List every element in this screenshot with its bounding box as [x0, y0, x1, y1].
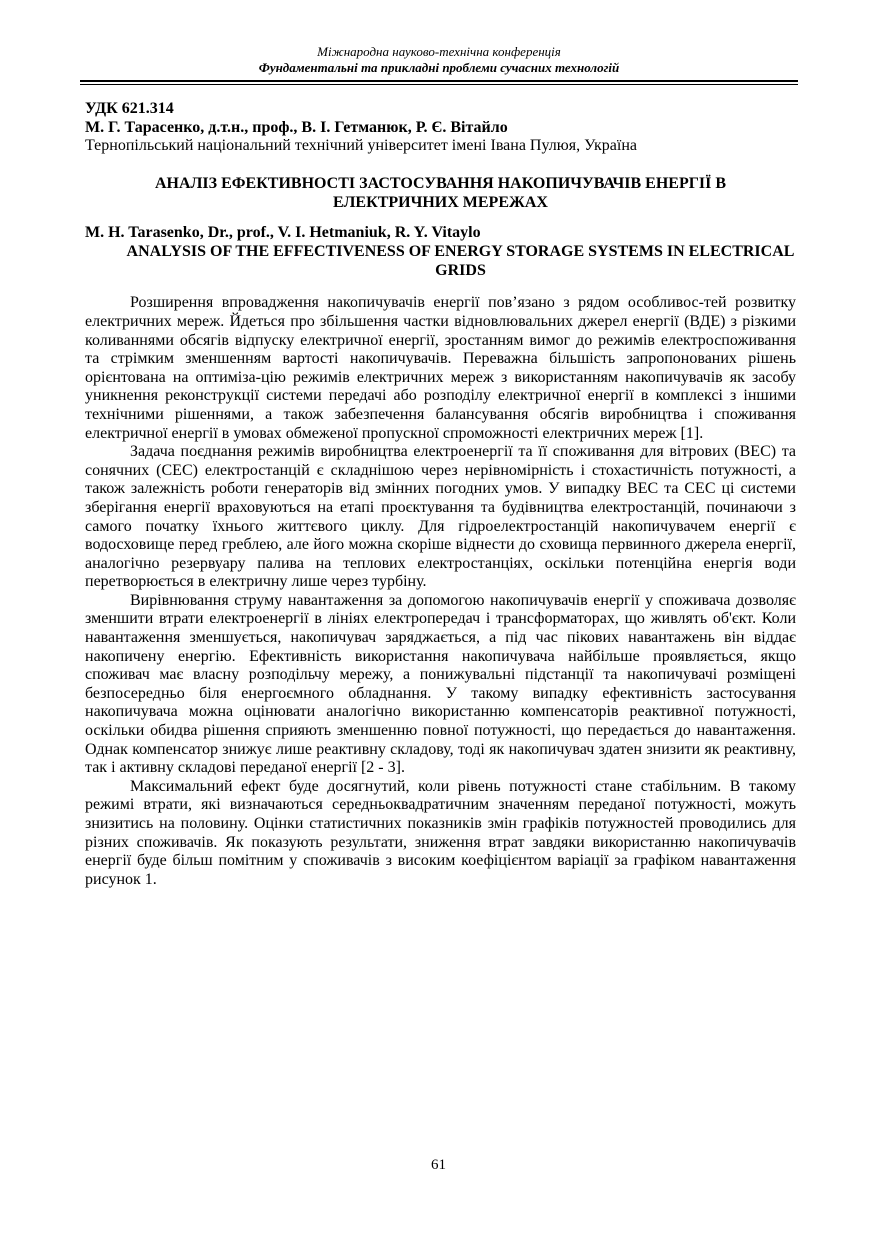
authors-ua: М. Г. Тарасенко, д.т.н., проф., В. І. Гетманюк, Р. Є. Вітайло [85, 118, 508, 136]
article-title-ua: АНАЛІЗ ЕФЕКТИВНОСТІ ЗАСТОСУВАННЯ НАКОПИЧУВАЧІВ ЕНЕРГІЇ В ЕЛЕКТРИЧНИХ МЕРЕЖАХ [154, 174, 727, 211]
running-header [80, 44, 798, 76]
conference-name: Міжнародна науково-технічна конференція [317, 44, 561, 59]
paragraph: Задача поєднання режимів виробництва електроенергії та її споживання для вітрових (ВЕС) та сонячних (СЕС) електростанцій є складнішою через нерівномірність і стохастичність потужності, а також залежність роботи генераторів від змінних погодних умов. У випадку ВЕС та СЕС ці системи зберігання енергії враховуються на етапі проєктування та будівництва електростанцій, починаючи з самого початку їхнього життєвого циклу. Для гідроелектростанцій накопичувачем енергії є водосховище перед греблею, але його можна скоріше віднести до сховища первинного джерела енергії, аналогічно резервуару палива на теплових електростанціях, оскільки потенційна енергія води перетворюється в електричну лише через турбіну. [85, 443, 796, 591]
article-title-en: ANALYSIS OF THE EFFECTIVENESS OF ENERGY STORAGE SYSTEMS IN ELECTRICAL GRIDS [126, 243, 795, 280]
paragraph: Вирівнювання струму навантаження за допомогою накопичувачів енергії у споживача дозволяє зменшити втрати електроенергії в лініях електропередач і трансформаторах, що живлять об'єкт. Коли навантаження зменшується, накопичувач заряджається, а під час пікових навантажень він віддає накопичену енергію. Ефективність використання накопичувача найбільше проявляється, якщо споживач має власну розподільчу мережу, а понижувальні підстанції та накопичувачі розміщені безпосередньо біля енергоємного обладнання. У такому випадку ефективність застосування накопичувача можна оцінювати аналогічно використанню компенсаторів реактивної потужності, оскільки обидва рішення сприяють зменшенню повної потужності, що передається до навантаження. Однак компенсатор знижує лише реактивну складову, тоді як накопичувач здатен знизити як реактивну, так і активну складові переданої енергії [2 - 3]. [85, 591, 796, 777]
udk-code: УДК 621.314 [85, 100, 174, 117]
header-rule-thin [80, 84, 798, 85]
affiliation: Тернопільський національний технічний університет імені Івана Пулюя, Україна [85, 137, 637, 155]
conference-subtitle: Фундаментальні та прикладні проблеми сучасних технологій [258, 60, 620, 75]
paragraph: Максимальний ефект буде досягнутий, коли рівень потужності стане стабільним. В такому режимі втрати, які визначаються середньоквадратичним значенням переданої потужності, можуть знизитись на половину. Оцінки статистичних показників змін графіків потужностей проводились для різних споживачів. Як показують результати, зниження втрат завдяки використанню накопичувачів енергії буде більш помітним у споживачів з високим коефіцієнтом варіації за графіком навантаження рисунок 1. [85, 777, 796, 888]
paragraph: Розширення впровадження накопичувачів енергії пов’язано з рядом особливос-тей розвитку електричних мереж. Йдеться про збільшення частки відновлювальних джерел енергії (ВДЕ) з різкими коливаннями обсягів відпуску електричної енергії, зростанням вимог до режимів електроспоживання та стрімким зменшенням вартості накопичувачів. Переважна більшість запропонованих рішень орієнтована на оптиміза-цію режимів електричних мереж з використанням накопичувачів як засобу уникнення реконструкції системи передачі або розподілу електричної енергії в комплексі з іншими технічними рішеннями, а також забезпечення балансування обсягів виробництва і споживання електричної енергії в умовах обмеженої пропускної спроможності електричних мереж [1]. [85, 294, 796, 442]
article-body [85, 294, 796, 889]
header-rule-thick [80, 80, 798, 82]
article [85, 100, 796, 889]
authors-en: M. H. Tarasenko, Dr., prof., V. I. Hetmaniuk, R. Y. Vitaylo [85, 223, 481, 241]
page-number: 61 [431, 1157, 446, 1173]
